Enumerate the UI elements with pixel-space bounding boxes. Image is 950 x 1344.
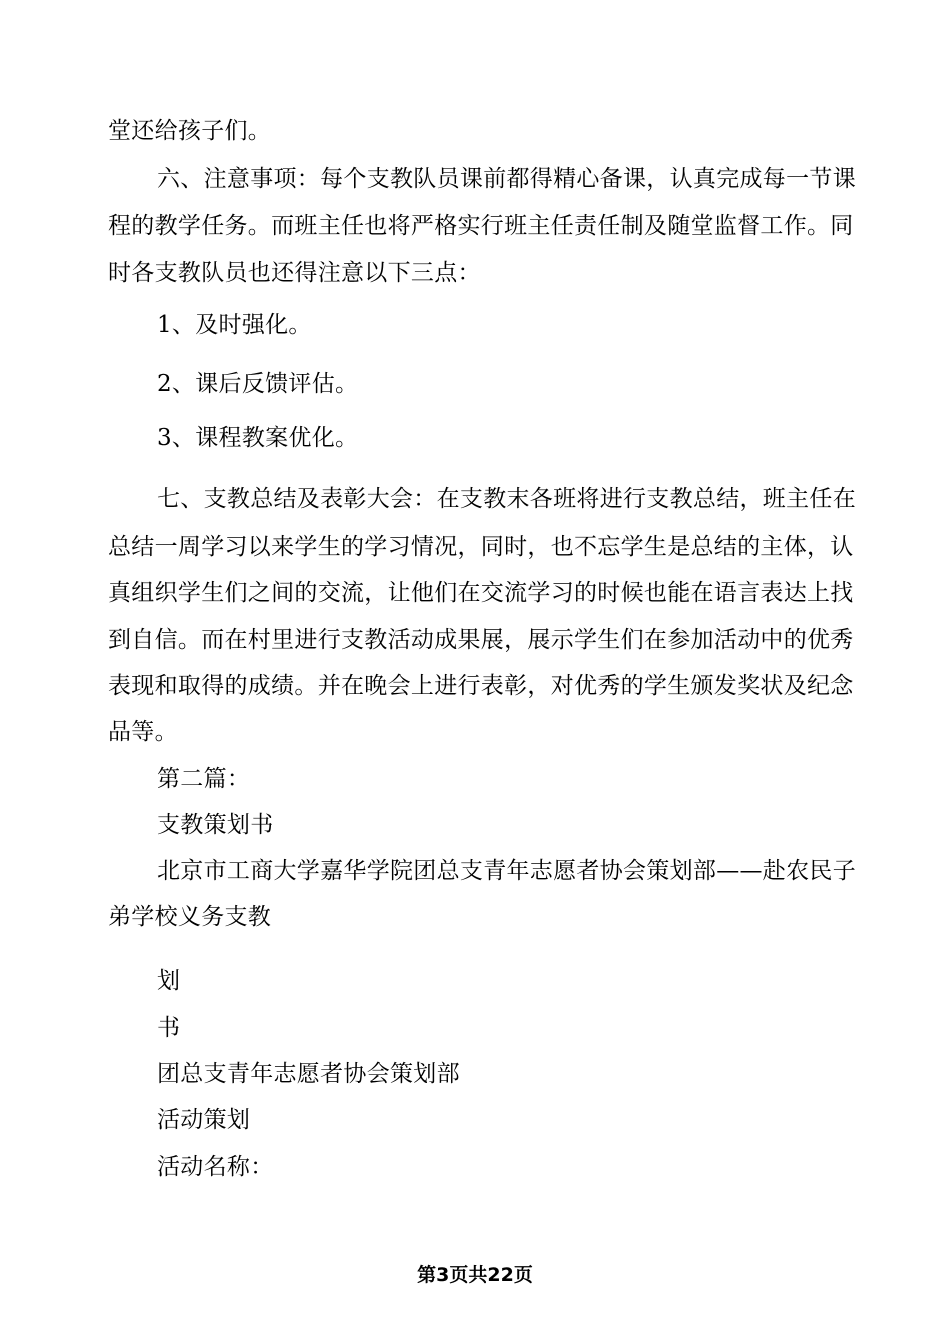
text-line: 时各支教队员也还得注意以下三点： bbox=[108, 260, 481, 286]
text-line: 弟学校义务支教 bbox=[108, 904, 272, 930]
text-line: 活动名称： bbox=[157, 1154, 274, 1180]
text-line: 总结一周学习以来学生的学习情况，同时，也不忘学生是总结的主体，认 bbox=[108, 534, 854, 560]
document-title: 支教策划书 bbox=[157, 812, 274, 838]
text-line: 表现和取得的成绩。并在晚会上进行表彰，对优秀的学生颁发奖状及纪念 bbox=[108, 673, 854, 699]
text-line: 程的教学任务。而班主任也将严格实行班主任责任制及随堂监督工作。同 bbox=[108, 213, 854, 239]
list-item: 1、及时强化。 bbox=[157, 312, 312, 338]
text-line: 六、注意事项：每个支教队员课前都得精心备课，认真完成每一节课 bbox=[157, 166, 856, 192]
text-line: 活动策划 bbox=[157, 1107, 251, 1133]
text-line: 品等。 bbox=[108, 719, 178, 745]
text-line: 团总支青年志愿者协会策划部 bbox=[157, 1061, 460, 1087]
list-item: 2、课后反馈评估。 bbox=[157, 371, 359, 397]
text-line: 书 bbox=[157, 1015, 181, 1041]
list-item: 3、课程教案优化。 bbox=[157, 425, 359, 451]
text-line: 七、支教总结及表彰大会：在支教末各班将进行支教总结，班主任在 bbox=[157, 486, 856, 512]
page-number-footer: 第3页共22页 bbox=[417, 1264, 533, 1286]
section-heading: 第二篇： bbox=[157, 766, 251, 792]
text-line: 堂还给孩子们。 bbox=[108, 118, 272, 144]
text-line: 真组织学生们之间的交流，让他们在交流学习的时候也能在语言表达上找 bbox=[108, 580, 854, 606]
text-line: 北京市工商大学嘉华学院团总支青年志愿者协会策划部——赴农民子 bbox=[157, 858, 856, 884]
text-line: 到自信。而在村里进行支教活动成果展，展示学生们在参加活动中的优秀 bbox=[108, 627, 854, 653]
text-line: 划 bbox=[157, 968, 181, 994]
